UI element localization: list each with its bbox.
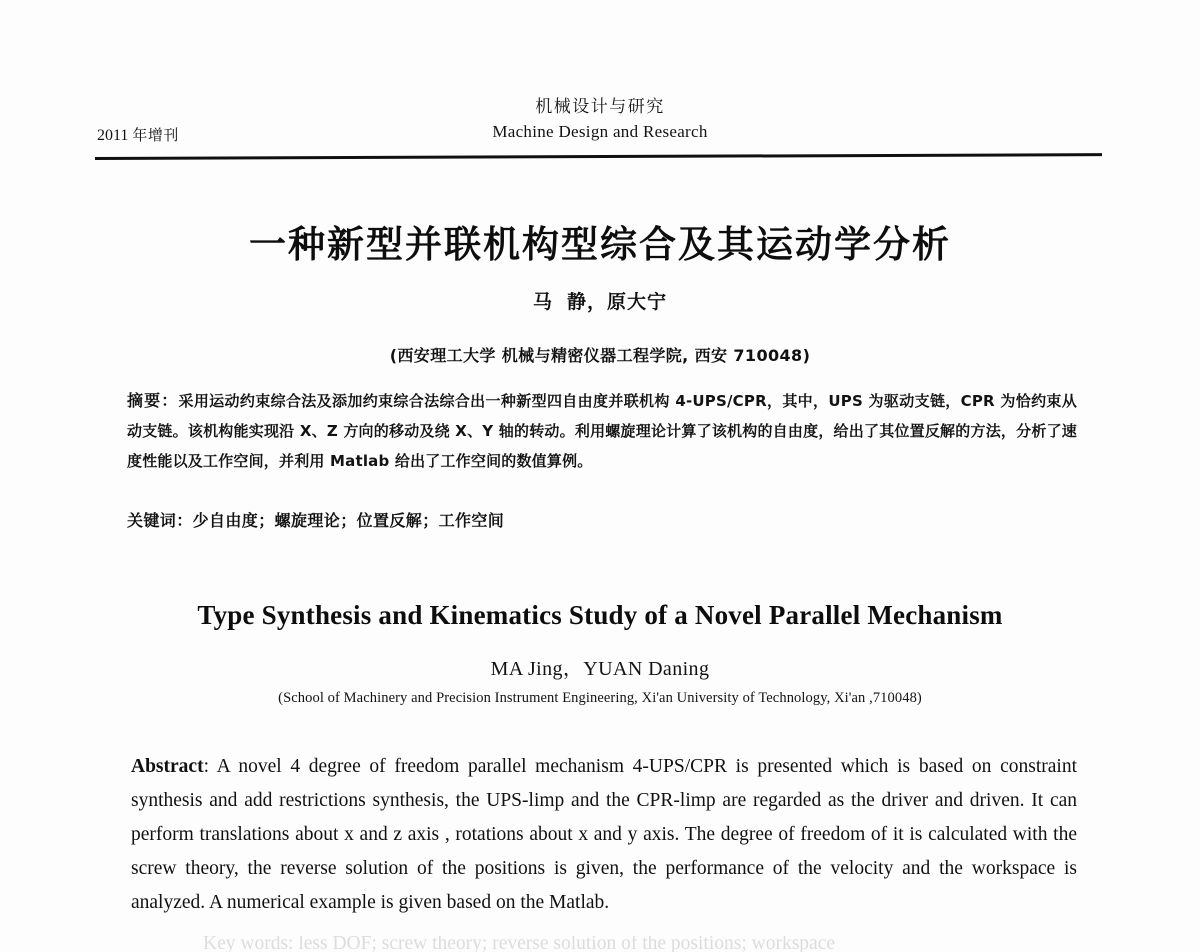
abstract-en	[131, 750, 1077, 920]
header-divider-rule	[95, 153, 1102, 160]
issue-label	[97, 124, 179, 145]
abstract-en-label: Abstract	[131, 756, 204, 777]
abstract-cn	[127, 386, 1077, 476]
abstract-cn-body: 采用运动约束综合法及添加约束综合法综合出一种新型四自由度并联机构 4-UPS/CPR，其中，UPS 为驱动支链，CPR 为恰约束从动支链。该机构能实现沿 X、Z 方向的移动及绕 X、Y 轴的转动。利用螺旋理论计算了该机构的自由度，给出了其位置反解的方法，分析了速度性能以及工作空间，并利用 Matlab 给出了工作空间的数值算例。	[127, 392, 1077, 470]
issue-year: 2011	[97, 127, 129, 144]
abstract-cn-label: 摘要：	[127, 391, 179, 410]
authors-cn	[0, 287, 1200, 314]
journal-title-block	[0, 96, 1200, 143]
page-title: 一种新型并联机构型综合及其运动学分析	[249, 222, 951, 266]
issue-supplement-label: 年增刊	[132, 126, 179, 144]
keywords-en: Key words: less DOF; screw theory; reverse solution of the positions; workspace	[203, 936, 836, 952]
authors-en: MA Jing，YUAN Daning	[490, 658, 710, 680]
abstract-en-body: : A novel 4 degree of freedom parallel mechanism 4-UPS/CPR is presented which is based on constraint synthesis and add restrictions synthesis, the UPS-limp and the CPR-limp are regarded as the driver and driven. It can perform translations about x and z axis , rotations about x and y axis. The degree of freedom of it is calculated with the screw theory, the reverse solution of the positions is given, the performance of the velocity and the workspace is analyzed. A numerical example is given based on the Matlab.	[131, 756, 1077, 913]
author-cn-surname: 马	[532, 291, 553, 313]
authors-cn-rest: 静，原大宁	[567, 291, 668, 313]
journal-title-en: Machine Design and Research	[492, 122, 708, 141]
journal-title-cn: 机械设计与研究	[535, 97, 665, 117]
running-head	[0, 96, 1200, 154]
keywords-cn: 关键词：少自由度；螺旋理论；位置反解；工作空间	[127, 511, 505, 530]
page-title-en: Type Synthesis and Kinematics Study of a Novel Parallel Mechanism	[197, 600, 1003, 631]
keywords-en-clipped	[131, 936, 1077, 952]
affiliation-cn: (西安理工大学 机械与精密仪器工程学院, 西安 710048)	[389, 346, 811, 365]
affiliation-en: (School of Machinery and Precision Instrument Engineering, Xi'an University of Technology, Xi'an ,710048)	[278, 690, 922, 706]
